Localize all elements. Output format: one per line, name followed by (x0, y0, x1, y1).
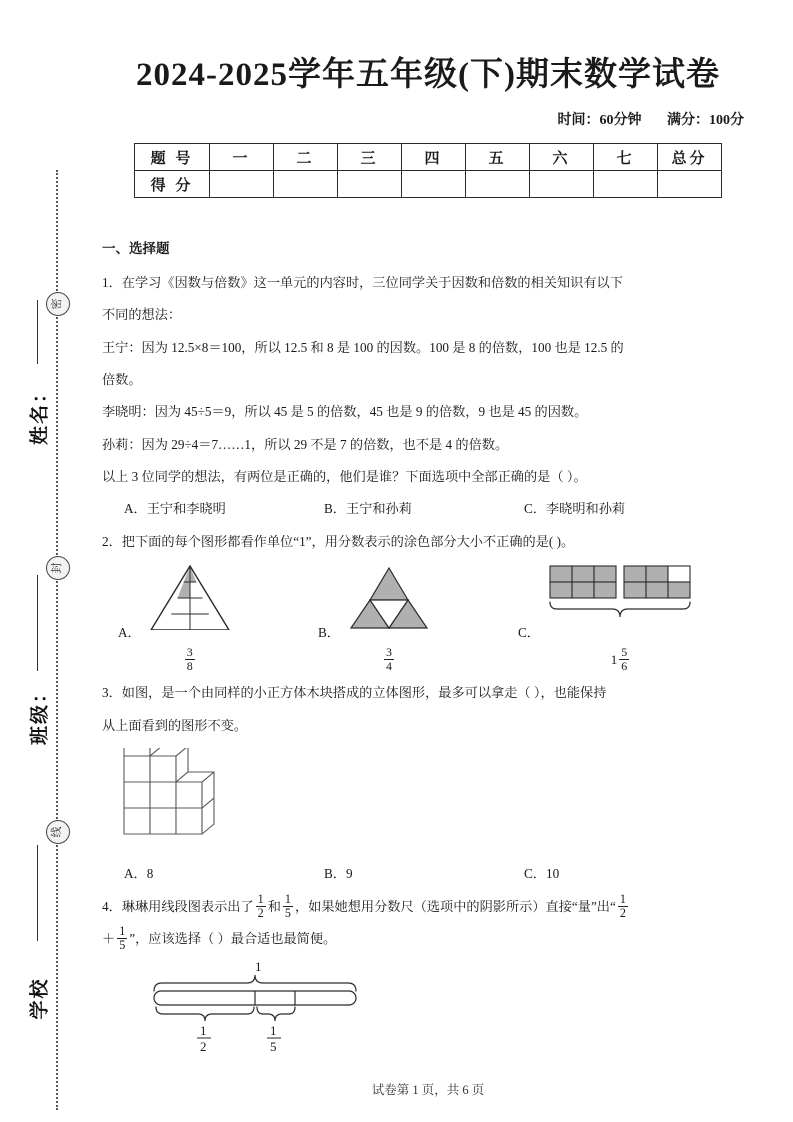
segment-left-numerator: 1 (200, 1023, 207, 1039)
q4-line-2-text-b: ”，应该选择（ ）最合适也最简便。 (129, 931, 337, 947)
q2-figure-b-caption (346, 644, 432, 676)
q3-figure (102, 748, 754, 856)
q1-option-b[interactable]: B．王宁和孙莉 (324, 501, 412, 517)
q1-option-a[interactable]: A．王宁和李晓明 (124, 501, 226, 517)
score-cell-total[interactable] (658, 171, 722, 198)
score-table (134, 143, 722, 198)
score-cell-6[interactable] (530, 171, 594, 198)
q1-line-3: 王宁：因为 12.5×8＝100，所以 12.5 和 8 是 100 的因数。100 是 8 的倍数，100 也是 12.5 的 (102, 339, 624, 355)
q2-figure-b-numerator: 3 (385, 644, 392, 659)
seal-char-xian: 线 (46, 820, 70, 844)
segment-right-denominator: 5 (270, 1039, 277, 1052)
q3-line-2: 从上面看到的图形不变。 (102, 717, 248, 733)
school-label: 学校 (29, 977, 51, 1020)
table-row-scores (135, 171, 722, 198)
q2-figure-c[interactable] (518, 564, 718, 675)
q1-line-7: 以上 3 位同学的想法，有两位是正确的，他们是谁？下面选项中全部正确的是（ ）。 (102, 469, 587, 485)
page-footer: 试卷第 1 页，共 6 页 (371, 1083, 485, 1097)
q2-figure-c-denominator: 6 (621, 658, 628, 673)
q4-line-1-text-a: 4．琳琳用线段图表示出了 (102, 898, 254, 914)
q1-line-2: 不同的想法： (102, 307, 182, 323)
question-2 (102, 526, 754, 676)
segment-left-denominator: 2 (200, 1039, 207, 1052)
q2-figure-c-numerator: 5 (621, 644, 628, 659)
q4-line-2-text-a: ＋ (102, 931, 116, 947)
q2-figure-row (102, 562, 754, 675)
q2-figure-c-caption (546, 644, 696, 676)
total-score-label: 满分：100分 (667, 113, 744, 128)
q4-frac4-numerator: 1 (119, 924, 126, 939)
q2-figure-b-denominator: 4 (385, 658, 392, 673)
score-cell-5[interactable] (466, 171, 530, 198)
score-table-col-2: 二 (274, 144, 338, 171)
q3-option-b[interactable]: B．9 (324, 866, 353, 882)
two-grids-icon (546, 564, 696, 630)
score-cell-4[interactable] (402, 171, 466, 198)
q1-option-c[interactable]: C．李晓明和孙莉 (524, 501, 626, 517)
q2-figure-a[interactable] (118, 562, 318, 675)
q2-line-1: 2．把下面的每个图形都看作单位“1”，用分数表示的涂色部分大小不正确的是( )。 (102, 533, 575, 549)
q4-frac1-numerator: 1 (257, 891, 264, 906)
q1-line-5: 李晓明：因为 45÷5＝9，所以 45 是 5 的倍数，45 也是 9 的倍数，9 也是 45 的因数。 (102, 404, 588, 420)
score-table-rowhead-score: 得 分 (135, 171, 210, 198)
q2-figure-a-denominator: 8 (186, 658, 193, 673)
q4-frac1-denominator: 2 (257, 906, 264, 921)
score-table-col-3: 三 (338, 144, 402, 171)
section-heading-choice: 一、选择题 (102, 241, 170, 256)
score-table-col-7: 七 (594, 144, 658, 171)
q1-options (102, 493, 754, 525)
class-label: 班级： (29, 682, 51, 746)
q2-figure-c-letter: C． (518, 625, 540, 640)
q3-line-1: 3．如图，是一个由同样的小正方体木块搭成的立体图形，最多可以拿走（ ），也能保持 (102, 685, 607, 701)
question-1 (102, 267, 754, 526)
page-title: 2024-2025学年五年级(下)期末数学试卷 (136, 57, 720, 93)
segment-right-numerator: 1 (270, 1023, 277, 1039)
q2-figure-a-caption (147, 644, 233, 676)
question-3 (102, 677, 754, 890)
score-cell-1[interactable] (210, 171, 274, 198)
q4-line-1-text-c: ，如果她想用分数尺（选项中的阴影所示）直接“量”出“ (294, 898, 616, 914)
q3-options (102, 858, 754, 890)
q4-frac3-numerator: 1 (619, 891, 626, 906)
q2-figure-b-letter: B． (318, 625, 340, 640)
q4-frac3-denominator: 2 (619, 906, 626, 921)
seal-char-feng: 封 (46, 556, 70, 580)
q4-line-1 (102, 891, 754, 923)
q1-line-4: 倍数。 (102, 372, 142, 388)
exam-meta (88, 109, 768, 129)
stacked-cubes-icon (118, 748, 236, 844)
score-table-col-6: 六 (530, 144, 594, 171)
q2-figure-c-whole: 1 (610, 651, 618, 667)
q4-frac4-denominator: 5 (119, 938, 126, 953)
time-label: 时间：60分钟 (557, 113, 642, 128)
seal-margin (0, 0, 80, 1122)
score-table-col-1: 一 (210, 144, 274, 171)
score-table-col-total: 总分 (658, 144, 722, 171)
sierpinski-triangle-icon (346, 562, 432, 630)
exam-content (88, 232, 768, 1064)
q4-segment-figure (102, 959, 754, 1063)
q4-frac2-denominator: 5 (284, 906, 291, 921)
number-line-braces-icon (148, 959, 378, 1051)
q1-line-6: 孙莉：因为 29÷4＝7……1，所以 29 不是 7 的倍数，也不是 4 的倍数。 (102, 436, 509, 452)
q4-frac2-numerator: 1 (284, 891, 291, 906)
q3-option-c[interactable]: C．10 (524, 866, 560, 882)
name-label: 姓名： (29, 382, 51, 446)
score-table-col-4: 四 (402, 144, 466, 171)
margin-rule-school (37, 845, 38, 941)
score-table-rowhead-question: 题 号 (135, 144, 210, 171)
q2-figure-a-letter: A． (118, 625, 141, 640)
table-row-question-numbers (135, 144, 722, 171)
exam-page (88, 0, 768, 1122)
q4-line-1-text-b: 和 (267, 898, 281, 914)
segment-top-label: 1 (255, 959, 262, 975)
question-4 (102, 891, 754, 1064)
seal-char-mi: 密 (46, 292, 70, 316)
score-cell-7[interactable] (594, 171, 658, 198)
q2-figure-b[interactable] (318, 562, 518, 675)
q1-line-1: 1．在学习《因数与倍数》这一单元的内容时，三位同学关于因数和倍数的相关知识有以下 (102, 275, 623, 291)
score-table-col-5: 五 (466, 144, 530, 171)
q4-line-2 (102, 923, 754, 955)
q2-figure-a-numerator: 3 (186, 644, 193, 659)
score-cell-3[interactable] (338, 171, 402, 198)
score-cell-2[interactable] (274, 171, 338, 198)
striped-triangle-icon (147, 562, 233, 630)
q3-option-a[interactable]: A．8 (124, 866, 154, 882)
